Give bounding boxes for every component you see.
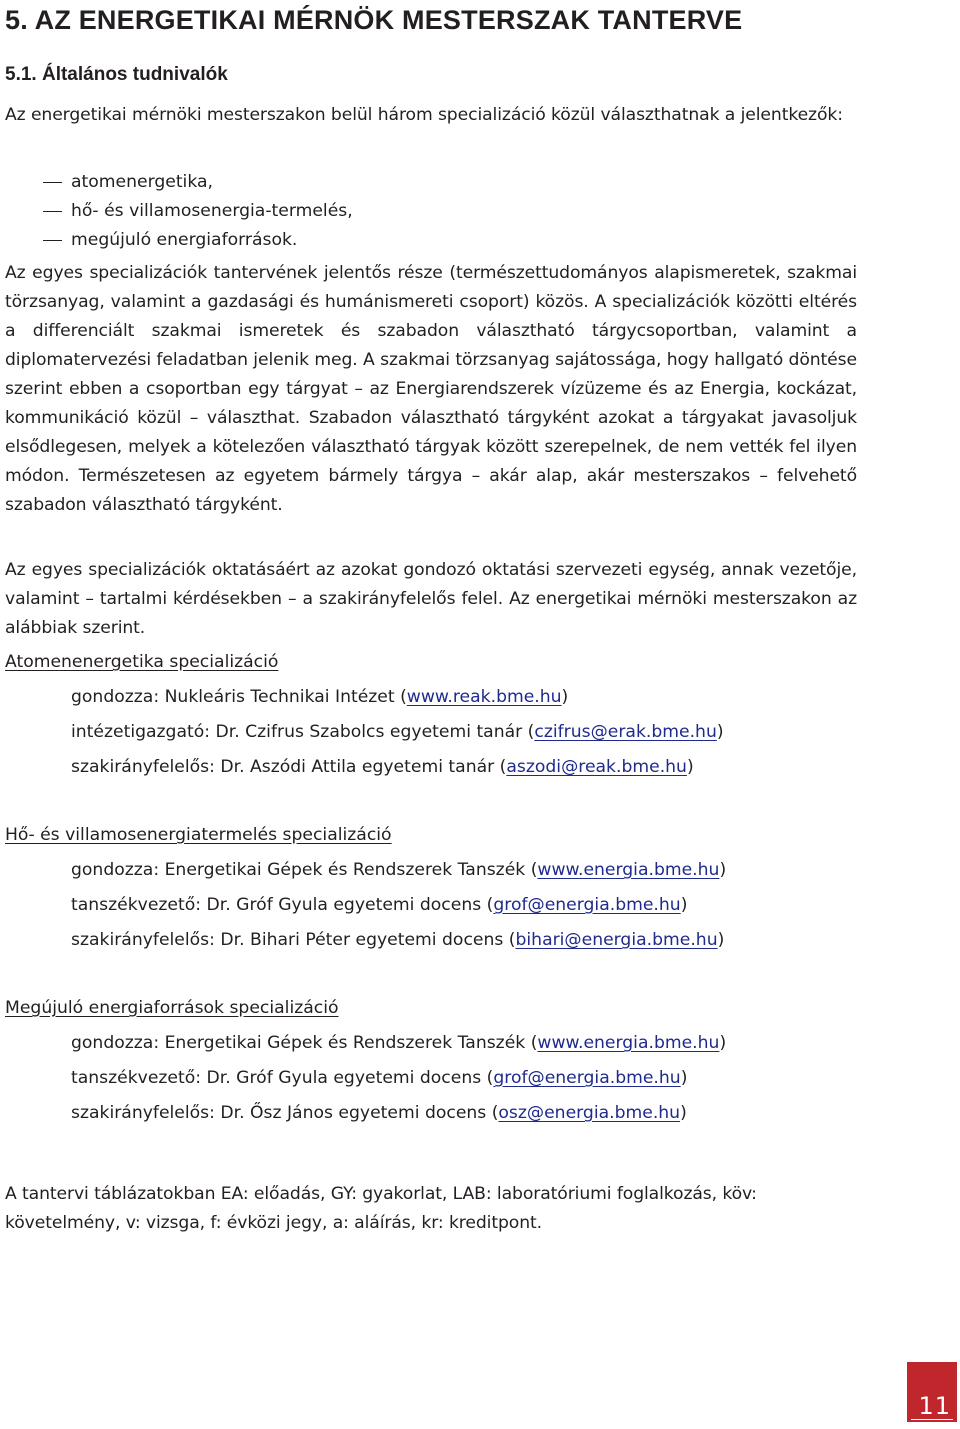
spec-detail-line: tanszékvezető: Dr. Gróf Gyula egyetemi docens (grof@energia.bme.hu) (71, 1068, 688, 1088)
page-number-badge (907, 1362, 957, 1422)
website-link[interactable]: www.energia.bme.hu (537, 860, 720, 880)
specialization-title: Atomenenergetika specializáció (5, 652, 279, 672)
website-link[interactable]: www.reak.bme.hu (406, 687, 562, 707)
spec-detail-line: gondozza: Energetikai Gépek és Rendszerek Tanszék (www.energia.bme.hu) (71, 860, 727, 880)
email-link[interactable]: grof@energia.bme.hu (493, 895, 681, 915)
dash-bullet (43, 240, 62, 241)
email-link[interactable]: aszodi@reak.bme.hu (506, 757, 687, 777)
abbreviation-legend: A tantervi táblázatokban EA: előadás, GY: gyakorlat, LAB: laboratóriumi foglalkozás, köv: követelmény, v: vizsga, f: évközi jegy, a: aláírás, kr: kreditpont. (5, 1184, 757, 1233)
body-paragraph: Az egyes specializációk tantervének jelentős része (természettudományos alapismeretek, szakmai törzsanyag, valamint a gazdasági és humánismereti csoport) közös. A specializációk közötti eltérés a differenciált szakmai ismeretek és szabadon választható tárgycsoportban, valamint a diplomatervezési feladatban jelenik meg. A szakmai törzsanyag sajátossága, hogy hallgató döntése szerint ebben a csoportban egy tárgyat – az Energiarendszerek vízüzeme és az Energia, kockázat, kommunikáció közül – választhat. Szabadon választható tárgyként azokat a tárgyakat javasoljuk elsődlegesen, melyek a kötelezően választható tárgyak között szerepelnek, de nem vették fel ilyen módon. Természetesen az egyetem bármely tárgya – akár alap, akár mesterszakos – felvehető szabadon választható tárgyként. (5, 263, 857, 515)
spec-detail-line: gondozza: Nukleáris Technikai Intézet (www.reak.bme.hu) (71, 687, 569, 707)
email-link[interactable]: osz@energia.bme.hu (498, 1103, 681, 1123)
chapter-heading: 5. AZ ENERGETIKAI MÉRNÖK MESTERSZAK TANTERVE (5, 5, 743, 35)
spec-detail-line: szakirányfelelős: Dr. Bihari Péter egyetemi docens (bihari@energia.bme.hu) (71, 930, 725, 950)
page-number: 11 (918, 1392, 951, 1420)
intro-paragraph: Az energetikai mérnöki mesterszakon belül három specializáció közül választhatnak a jelentkezők: (5, 105, 843, 125)
section-heading: 5.1. Általános tudnivalók (5, 64, 228, 85)
specialization-list (43, 168, 353, 255)
spec-detail-line: szakirányfelelős: Dr. Ősz János egyetemi docens (osz@energia.bme.hu) (71, 1103, 687, 1123)
specialization-title: Megújuló energiaforrások specializáció (5, 998, 339, 1018)
specialization-title: Hő- és villamosenergiatermelés specializáció (5, 825, 392, 845)
list-item: hő- és villamosenergia-termelés, (43, 197, 353, 226)
spec-detail-line: intézetigazgató: Dr. Czifrus Szabolcs egyetemi tanár (czifrus@erak.bme.hu) (71, 722, 724, 742)
list-item: megújuló energiaforrások. (43, 226, 353, 255)
spec-detail-line: szakirányfelelős: Dr. Aszódi Attila egyetemi tanár (aszodi@reak.bme.hu) (71, 757, 694, 777)
email-link[interactable]: grof@energia.bme.hu (493, 1068, 681, 1088)
page-number-rule (911, 1419, 953, 1420)
spec-detail-line: tanszékvezető: Dr. Gróf Gyula egyetemi docens (grof@energia.bme.hu) (71, 895, 688, 915)
dash-bullet (43, 182, 62, 183)
dash-bullet (43, 211, 62, 212)
email-link[interactable]: czifrus@erak.bme.hu (534, 722, 717, 742)
website-link[interactable]: www.energia.bme.hu (537, 1033, 720, 1053)
list-item: atomenergetika, (43, 168, 353, 197)
spec-detail-line: gondozza: Energetikai Gépek és Rendszerek Tanszék (www.energia.bme.hu) (71, 1033, 727, 1053)
email-link[interactable]: bihari@energia.bme.hu (515, 930, 718, 950)
body-paragraph: Az egyes specializációk oktatásáért az azokat gondozó oktatási szervezeti egység, annak vezetője, valamint – tartalmi kérdésekben – a szakirányfelelős felel. Az energetikai mérnöki mesterszakon az alábbiak szerint. (5, 560, 857, 638)
